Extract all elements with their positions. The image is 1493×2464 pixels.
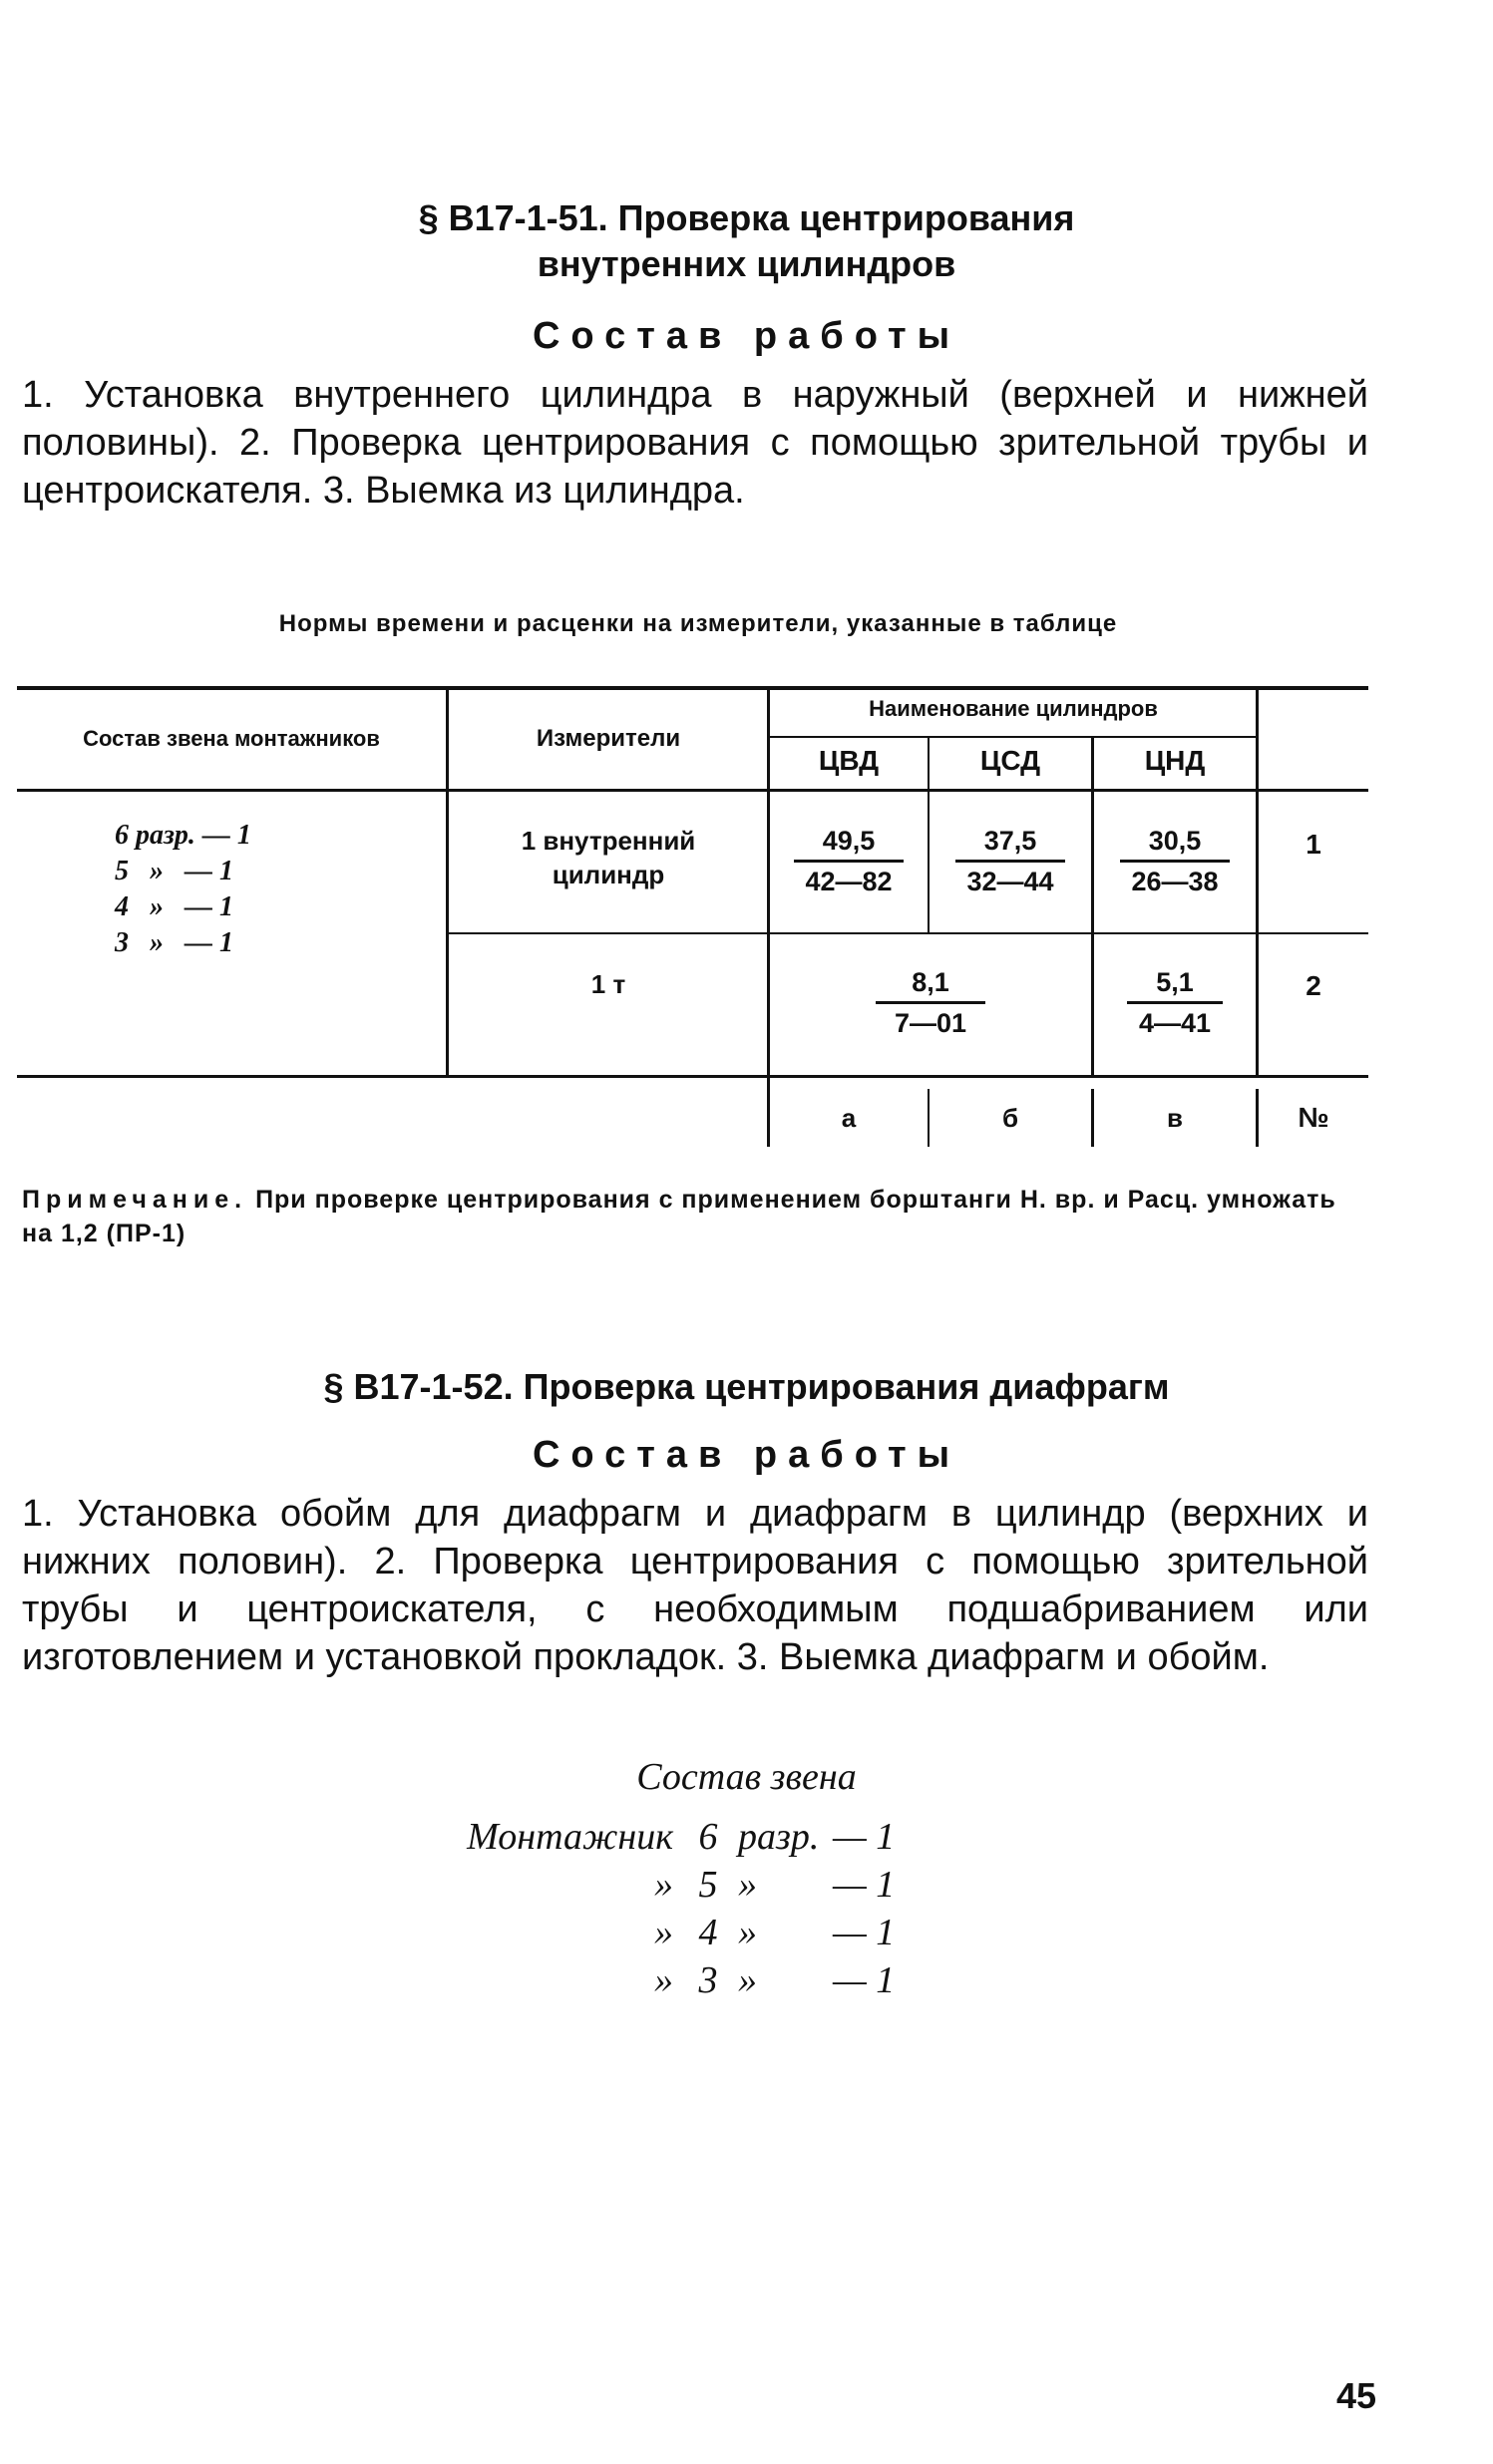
header-cvd: ЦВД (818, 745, 880, 776)
crew-unit: » (738, 1864, 757, 1906)
table-top-rule (17, 686, 1368, 690)
row1-cnd-norm: 30,5 (1148, 826, 1202, 856)
row1-csd-norm: 37,5 (983, 826, 1037, 856)
section2-title: § В17-1-52. Проверка центрирования диафрагм (323, 1366, 1170, 1407)
note-lead: Примечание. (22, 1186, 248, 1214)
section-title-line2: внутренних цилиндров (537, 243, 956, 284)
crew-who: Монтажник (467, 1816, 673, 1858)
footer-a: а (841, 1103, 857, 1133)
footer-number-sign: № (1298, 1102, 1329, 1133)
crew-item: 4 » — 1 (115, 891, 233, 922)
row1-meter-line2: цилиндр (552, 860, 665, 889)
row1-number: 1 (1306, 829, 1321, 860)
work-description: 1. Установка внутреннего цилиндра в наружный (верхней и нижней половины). 2. Проверка центрирования с помощью зрительной трубы и центроискателя. 3. Выемка из цилиндра. (22, 374, 1368, 512)
row1-cnd-rate: 26—38 (1131, 867, 1219, 896)
table-vline-5 (1256, 686, 1259, 1077)
table-row-rule (447, 932, 1368, 934)
crew-count: — 1 (833, 1816, 896, 1858)
header-cnd: ЦНД (1144, 745, 1206, 776)
row1-meter-line1: 1 внутренний (521, 826, 696, 856)
row2-cvd-csd-value (770, 965, 1091, 1040)
row1-cnd-value (1094, 824, 1256, 898)
crew-grade: 4 (698, 1912, 718, 1953)
row2-cnd-norm: 5,1 (1156, 967, 1194, 997)
fraction-bar (1120, 860, 1230, 863)
crew-unit: » (738, 1912, 757, 1953)
row1-cvd-norm: 49,5 (822, 826, 876, 856)
fraction-bar (955, 860, 1065, 863)
footer-v: в (1167, 1103, 1183, 1133)
row1-cvd-rate: 42—82 (805, 867, 893, 896)
work-heading: Состав работы (532, 315, 961, 357)
table-subheader-rule (768, 736, 1257, 738)
crew-unit: разр. (738, 1816, 820, 1858)
work-description-2: 1. Установка обойм для диафрагм и диафрагм в цилиндр (верхних и нижних половин). 2. Проверка центрирования с помощью зрительной трубы и центроискателя, с необходимым подшабриванием или изготовлением и установкой прокладок. 3. Выемка диафрагм и обойм. (22, 1493, 1368, 1678)
row2-cnd-rate: 4—41 (1138, 1008, 1212, 1038)
row2-cvd-csd-norm: 8,1 (912, 967, 949, 997)
section-title-b17-1-52 (0, 1364, 1493, 1410)
crew-unit: » (738, 1959, 757, 2001)
page-number: 45 (1335, 2375, 1376, 2416)
crew-grade: 3 (698, 1959, 718, 2001)
crew-item: 3 » — 1 (115, 927, 233, 958)
row2-cvd-csd-rate: 7—01 (894, 1008, 967, 1038)
crew-item: 5 » — 1 (115, 856, 233, 886)
section-title-b17-1-51 (0, 195, 1493, 287)
header-csd: ЦСД (979, 745, 1041, 776)
header-crew: Состав звена монтажников (83, 726, 380, 751)
table-note (22, 1183, 1368, 1250)
note-text: При проверке центрирования с применением борштанги Н. вр. и Расц. умножать на 1,2 (ПР-1) (22, 1186, 1336, 1247)
fraction-bar (876, 1001, 985, 1004)
crew-grade: 5 (698, 1864, 718, 1906)
table-bottom-rule (17, 1075, 1368, 1078)
crew-who: » (654, 1912, 673, 1953)
header-meters: Измерители (536, 725, 681, 752)
crew-item: 6 разр. — 1 (115, 820, 251, 851)
section-title-line1: § В17-1-51. Проверка центрирования (418, 197, 1075, 238)
crew-count: — 1 (833, 1912, 896, 1953)
crew-who: » (654, 1959, 673, 2001)
crew-title: Состав звена (636, 1756, 857, 1798)
crew-count: — 1 (833, 1959, 896, 2001)
row1-meter (449, 824, 768, 891)
crew-count: — 1 (833, 1864, 896, 1906)
row2-meter: 1 т (590, 969, 626, 999)
work-heading-2: Состав работы (532, 1434, 961, 1476)
row1-cvd-value (770, 824, 928, 898)
crew-grade: 6 (698, 1816, 718, 1858)
table-header-rule (17, 789, 1368, 792)
footer-b: б (1001, 1103, 1019, 1133)
fraction-bar (794, 860, 904, 863)
row1-csd-rate: 32—44 (966, 867, 1054, 896)
row2-cnd-value (1094, 965, 1256, 1040)
header-cylinders: Наименование цилиндров (869, 696, 1158, 721)
crew-list (115, 818, 251, 961)
row2-number: 2 (1306, 970, 1321, 1001)
fraction-bar (1127, 1001, 1223, 1004)
crew-who: » (654, 1864, 673, 1906)
row1-csd-value (930, 824, 1091, 898)
table-caption: Нормы времени и расценки на измерители, указанные в таблице (278, 610, 1118, 637)
